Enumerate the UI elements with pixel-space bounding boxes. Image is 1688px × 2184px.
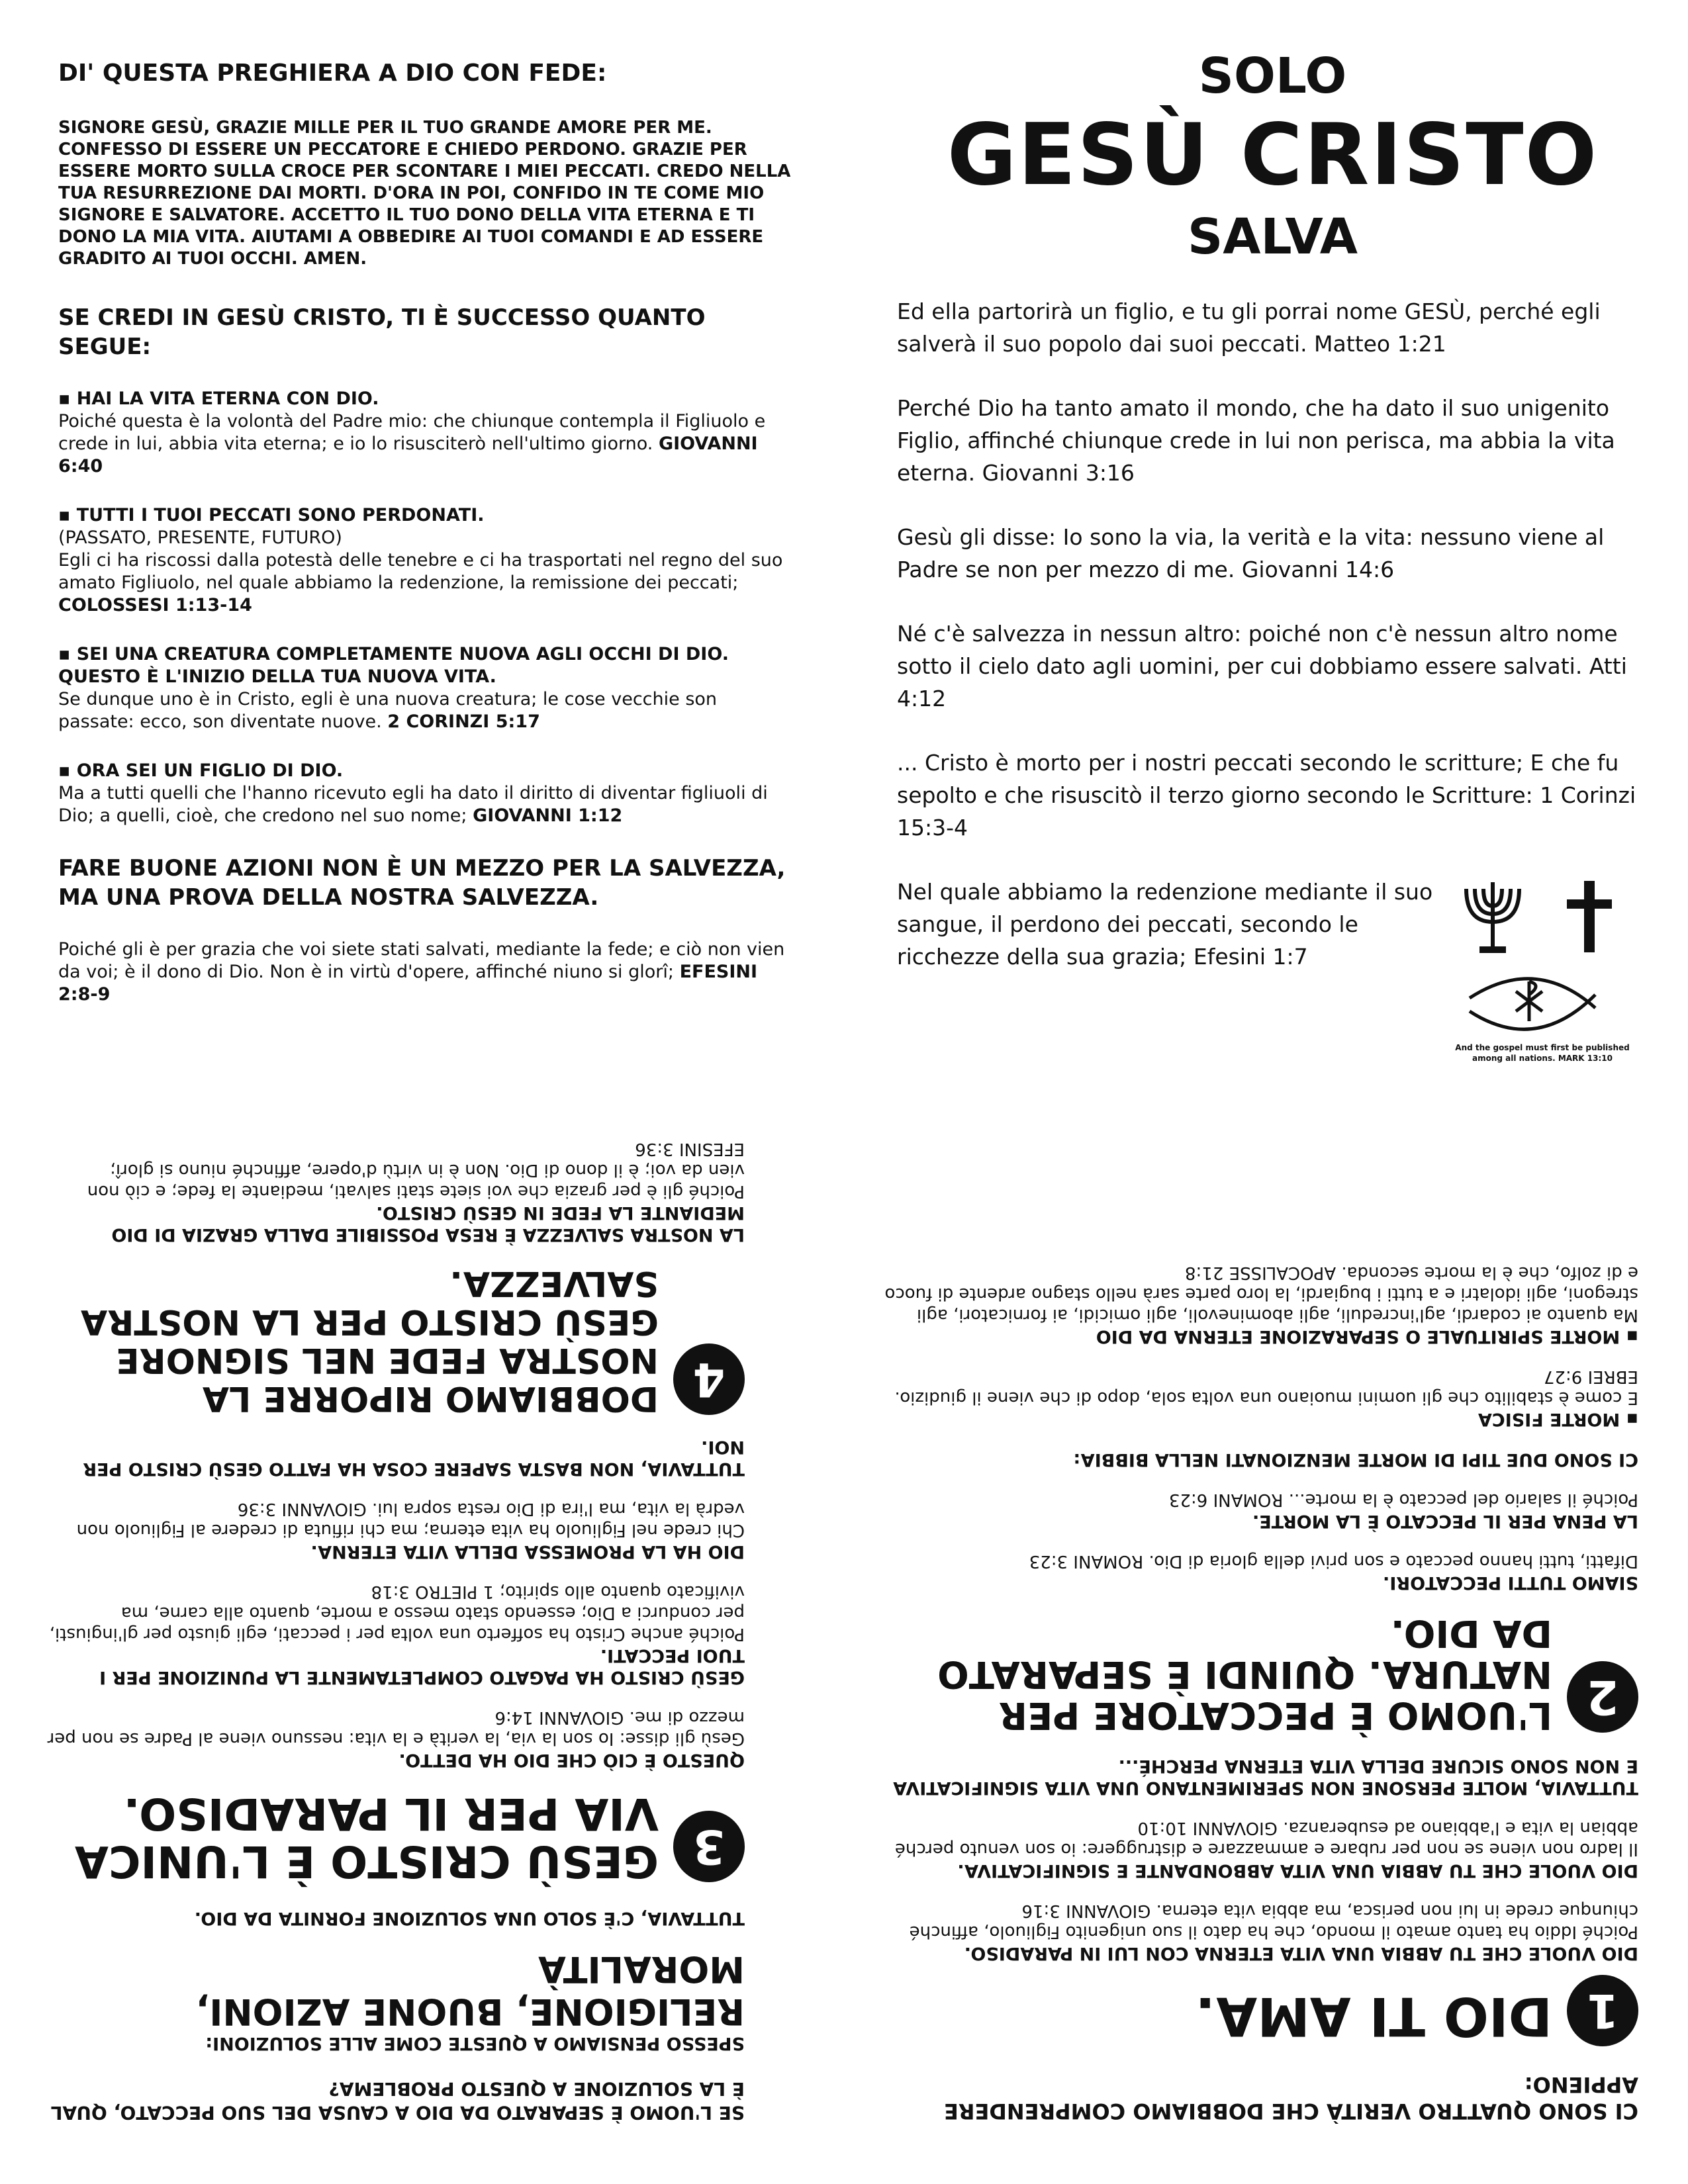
panel-prayer [0,0,844,1092]
works-text: Poiché gli è per grazia che voi siete stati salvati, mediante la fede; e ciò non vien da voi; è il dono di Dio. Non è in virtù d'opere, affinché niuno si glorî; EFESINI 2:8-9 [58,939,785,1005]
item-text: Egli ci ha riscossi dalla potestà delle tenebre e ci ha trasportati nel regno del suo amato Figliuolo, nel quale abbiamo la redenzione, la remissione dei peccati; COLOSSESI 1:13-14 [58,550,783,615]
section-head: LA PENA PER IL PECCATO È LA MORTE. [1252,1511,1638,1531]
step-number-badge: 4 [673,1343,745,1415]
death-types-heading: CI SONO DUE TIPI DI MORTE MENZIONATI NELLA BIBBIA: [1073,1449,1638,1470]
section-text: Chi crede nel Figliuolo ha vita eterna; ma chi rifiuta di credere al Figliuolo non vedrà la vita, ma l'ira di Dio resta sopra lui. GIOVANNI 3:36 [76,1499,745,1540]
title-top: SOLO [1198,48,1347,105]
tuttavia-heading: TUTTAVIA, MOLTE PERSONE NON SPERIMENTANO UNA VITA SIGNIFICATIVA E NON SONO SICURE DELLA VITA ETERNA PERCHÉ... [893,1756,1638,1798]
section-head: SIAMO TUTTI PECCATORI. [1383,1572,1638,1593]
step-number-badge: 1 [1567,1975,1638,2046]
step-4-title-row [46,1246,745,1418]
step-3-title-row [46,1771,745,1885]
menorah-icon [1466,882,1519,950]
lead-question: SE L'UOMO È SEPARATO DA DIO A CAUSA DEL SUO PECCATO, QUAL È LA SOLUZIONE A QUESTO PROBLEMA? [50,2078,745,2124]
item-text: Ma a tutti quelli che l'hanno ricevuto egli ha dato il diritto di diventar figliuoli di Dio; a quelli, cioè, che credono nel suo nome; GIOVANNI 1:12 [58,783,768,826]
last-verse-row [897,876,1648,1064]
item-head: ▪ ORA SEI UN FIGLIO DI DIO. [58,760,344,781]
section-text: Difatti, tutti hanno peccato e son privi della gloria di Dio. ROMANI 3:23 [1029,1551,1638,1571]
list-item [58,760,798,827]
section-text: Poiché Iddio ha tanto amato il mondo, che ha dato il suo unigenito Figliuolo, affinché chiunque crede in lui non perisca, ma abbia vita eterna. GIOVANNI 3:16 [909,1901,1638,1942]
panel-steps-1-2 [844,1092,1688,2184]
step-number-badge: 3 [673,1811,745,1882]
section-text: Poiché anche Cristo ha sofferto una volta per i peccati, egli giusto per gl'ingiusti, per condurci a Dio; essendo stato messo a morte, quanto alla carne, ma vivificato quanto allo spirito; 1 PIETRO 3:18 [49,1582,745,1644]
section-text: Ma quanto ai codardi, agl'increduli, agli abominevoli, agli omicidi, ai fornicatori, agli stregoni, agli idolatri e a tutti i bugiardi, la loro parte sarà nello stagno ardente di fuoco e di zolfo, che è la morte seconda. APOCALISSE 21:8 [884,1263,1638,1325]
title-bottom: SALVA [1187,208,1358,265]
section-head: DIO VUOLE CHE TU ABBIA UNA VITA ABBONDANTE E SIGNIFICATIVA. [957,1860,1638,1881]
tuttavia-heading: TUTTAVIA, C'È SOLO UNA SOLUZIONE FORNITA DA DIO. [194,1908,745,1929]
mark-caption: And the gospel must first be published among all nations. MARK 13:10 [1455,1043,1630,1063]
item-sub: (PASSATO, PRESENTE, FUTURO) [58,527,342,548]
spesso-heading: SPESSO PENSIAMO A QUESTE COME ALLE SOLUZIONI: [205,2033,745,2054]
verse: Né c'è salvezza in nessun altro: poiché non c'è nessun altro nome sotto il cielo dato agli uomini, per cui dobbiamo essere salvati. Atti 4:12 [897,621,1627,711]
list-item [58,388,798,478]
section-head: DIO HA LA PROMESSA DELLA VITA ETERNA. [310,1541,745,1562]
item-text: Se dunque uno è in Cristo, egli è una nuova creatura; le cose vecchie son passate: ecco, son diventate nuove. 2 CORINZI 5:17 [58,689,718,732]
verse: ... Cristo è morto per i nostri peccati secondo le scritture; E che fu sepolto e che risuscitò il terzo giorno secondo le Scritture: 1 Corinzi 15:3-4 [897,750,1636,841]
panel-steps-3-4 [0,1092,844,2184]
item-text: Poiché questa è la volontà del Padre mio: che chiunque contempla il Figliuolo e crede in lui, abbia vita eterna; e io lo risusciterò nell'ultimo giorno. GIOVANNI 6:40 [58,411,766,477]
step-1-title: DIO TI AMA. [1195,1985,1552,2047]
prayer-text: SIGNORE GESÙ, GRAZIE MILLE PER IL TUO GRANDE AMORE PER ME. CONFESSO DI ESSERE UN PECCATORE E CHIEDO PERDONO. GRAZIE PER ESSERE MORTO SULLA CROCE PER SCONTARE I MIEI PECCATI. CREDO NELLA TUA RESURREZIONE DAI MORTI. D'ORA IN POI, CONFIDO IN TE COME MIO SIGNORE E SALVATORE. ACCETTO IL TUO DONO DELLA VITA ETERNA E TI DONO LA MIA VITA. AIUTAMI A OBBEDIRE AI TUOI COMANDI E AD ESSERE GRADITO AI TUOI OCCHI. AMEN. [58,118,791,269]
works-heading: FARE BUONE AZIONI NON È UN MEZZO PER LA SALVEZZA, MA UNA PROVA DELLA NOSTRA SALVEZZA. [58,855,786,911]
symbols-group [1453,876,1632,1064]
section-text: E come è stabilito che gli uomini muoiano una volta sola, dopo di che viene il giudizio. EBREI 9:27 [894,1367,1638,1408]
item-head: ▪ TUTTI I TUOI PECCATI SONO PERDONATI. [58,505,485,525]
section-head: ▪ MORTE SPIRITUALE O SEPARAZIONE ETERNA DA DIO [1096,1326,1638,1347]
item-head: ▪ HAI LA VITA ETERNA CON DIO. [58,388,379,409]
section-text: Poiché il salario del peccato è la morte... ROMANI 6:23 [1168,1490,1638,1510]
list-item [58,643,798,733]
cross-icon [1567,881,1612,952]
page-title: GESÙ CRISTO [947,106,1599,205]
step-number-badge: 2 [1567,1661,1638,1733]
step-4-title: DOBBIAMO RIPORRE LA NOSTRA FEDE NEL SIGNORE GESÙ CRISTO PER LA NOSTRA SALVEZZA. [81,1263,659,1418]
verse: Perché Dio ha tanto amato il mondo, che ha dato il suo unigenito Figlio, affinché chiunque crede in lui non perisca, ma abbia la vita eterna. Giovanni 3:16 [897,395,1615,486]
section-text: Il ladro non viene se non per rubare e ammazzare e distruggere: io son venuto perché abbian la vita e l'abbiano ad esuberanza. GIOVANNI 10:10 [894,1818,1638,1859]
step-2-title-row [884,1594,1638,1735]
verse: Ed ella partorirà un figlio, e tu gli porrai nome GESÙ, perché egli salverà il suo popolo dai suoi peccati. Matteo 1:21 [897,298,1601,357]
section-head: DIO VUOLE CHE TU ABBIA UNA VITA ETERNA CON LUI IN PARADISO. [964,1943,1638,1964]
verse: Gesù gli disse: Io sono la via, la verità e la vita: nessuno viene al Padre se non per mezzo di me. Giovanni 14:6 [897,524,1605,582]
lead-intro: CI SONO QUATTRO VERITÀ CHE DOBBIAMO COMPRENDERE APPIENO: [943,2072,1638,2124]
panel-cover [844,0,1688,1092]
ichthys-chi-rho-icon [1470,979,1595,1029]
step-3-title: GESÙ CRISTO È L'UNICA VIA PER IL PARADISO. [74,1788,659,1887]
verse: Nel quale abbiamo la redenzione mediante il suo sangue, il perdono dei peccati, secondo le ricchezze della sua grazia; Efesini 1:7 [897,879,1433,970]
solutions-heading: RELIGIONE, BUONE AZIONI, MORALITÀ [195,1948,745,2032]
step-1-title-row [884,1964,1638,2049]
tuttavia-heading: TUTTAVIA, NON BASTA SAPERE COSA HA FATTO GESÙ CRISTO PER NOI. [83,1437,745,1479]
step-2-title: L'UOMO È PECCATORE PER NATURA. QUINDI È SEPARATO DA DIO. [937,1612,1552,1737]
section-text: Gesù gli disse: Io son la via, la verità e la vita: nessuno viene al Padre se non per mezzo di me. GIOVANNI 14:6 [47,1707,745,1749]
section-head: LA NOSTRA SALVEZZA È RESA POSSIBILE DALLA GRAZIA DI DIO MEDIANTE LA FEDE IN GESÙ CRISTO. [111,1203,745,1245]
section-head: GESÙ CRISTO HA PAGATO COMPLETAMENTE LA PUNIZIONE PER I TUOI PECCATI. [99,1645,745,1688]
section-head: ▪ MORTE FISICA [1477,1409,1638,1430]
item-head: ▪ SEI UNA CREATURA COMPLETAMENTE NUOVA AGLI OCCHI DI DIO. QUESTO È L'INIZIO DELLA TUA NUOVA VITA. [58,644,729,687]
section-text: Poiché gli è per grazia che voi siete stati salvati, mediante la fede; e ciò non vien da voi; è il dono di Dio. Non è in virtù d'opere, affinché niuno si glorî; EFESINI 3:36 [87,1139,745,1201]
believe-heading: SE CREDI IN GESÙ CRISTO, TI È SUCCESSO QUANTO SEGUE: [58,304,706,360]
section-head: QUESTO È CIÒ CHE DIO HA DETTO. [399,1750,745,1770]
faith-symbols [1453,876,1632,1034]
prayer-heading: DI' QUESTA PREGHIERA A DIO CON FEDE: [58,60,607,87]
list-item [58,504,798,617]
